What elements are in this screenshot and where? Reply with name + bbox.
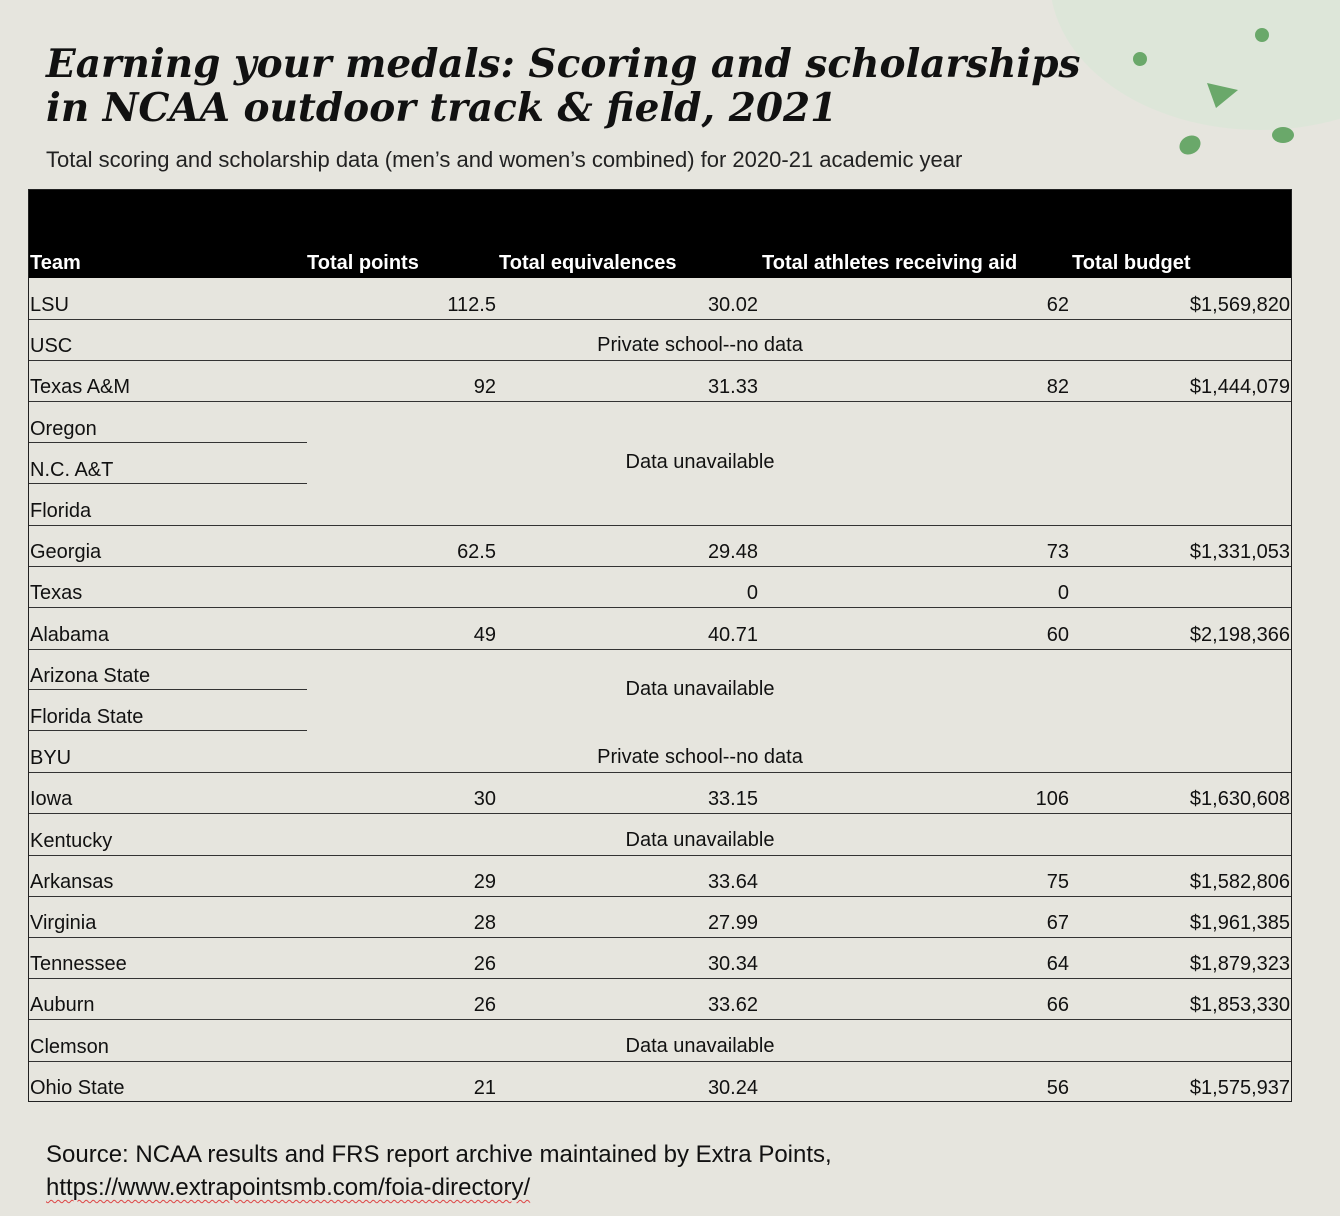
total-equivalences-cell: 33.15: [707, 788, 758, 811]
total-budget-cell: $1,879,323: [1189, 953, 1290, 976]
team-name-cell: Ohio State: [30, 1076, 125, 1099]
table-row: [29, 319, 1291, 361]
team-name-cell: Kentucky: [30, 829, 113, 852]
team-name-cell: USC: [30, 335, 73, 358]
total-equivalences-cell: 31.33: [707, 376, 758, 399]
total-athletes-cell: 0: [1057, 582, 1069, 605]
total-budget-cell: $1,569,820: [1189, 294, 1290, 316]
team-name-cell: Virginia: [30, 912, 97, 934]
table-header: [29, 190, 1291, 278]
data-table: [28, 189, 1292, 1102]
total-equivalences-cell: 33.62: [707, 994, 758, 1017]
total-budget-cell: $1,575,937: [1189, 1076, 1290, 1099]
team-name-cell: Tennessee: [30, 953, 127, 976]
total-budget-cell: $1,582,806: [1189, 870, 1290, 893]
table-row: [29, 855, 1291, 897]
team-name-cell: Alabama: [30, 623, 109, 646]
column-header-athletes: Total athletes receiving aid: [762, 252, 1018, 274]
table-row: [29, 608, 1291, 650]
total-athletes-cell: 82: [1046, 376, 1069, 399]
team-name-cell: LSU: [30, 294, 69, 316]
total-points-cell: 26: [473, 953, 496, 976]
team-name-cell: N.C. A&T: [30, 458, 114, 481]
team-name-cell: Oregon: [30, 417, 97, 440]
total-budget-cell: $1,853,330: [1189, 994, 1290, 1017]
total-equivalences-cell: 29.48: [707, 541, 758, 564]
source-url[interactable]: [46, 1171, 832, 1204]
total-points-cell: 30: [473, 788, 496, 811]
total-athletes-cell: 106: [1035, 788, 1069, 811]
table-row: [29, 731, 1291, 773]
total-athletes-cell: 56: [1046, 1076, 1069, 1099]
decorative-dot-shape: [1133, 52, 1147, 66]
total-budget-cell: $1,444,079: [1189, 376, 1290, 399]
total-athletes-cell: 75: [1046, 870, 1069, 893]
table-row: [29, 484, 1291, 526]
decorative-dot-shape: [1272, 127, 1294, 143]
column-header-equivalences: Total equivalences: [499, 252, 677, 274]
total-athletes-cell: 60: [1046, 623, 1069, 646]
total-budget-cell: $2,198,366: [1189, 623, 1290, 646]
table-row: [29, 566, 1291, 608]
total-equivalences-cell: 33.64: [707, 870, 758, 893]
total-equivalences-cell: 40.71: [707, 623, 758, 646]
total-athletes-cell: 66: [1046, 994, 1069, 1017]
no-data-note: Data unavailable: [625, 828, 775, 851]
total-equivalences-cell: 30.24: [707, 1076, 758, 1099]
total-points-cell: 21: [473, 1076, 496, 1099]
table-row: [29, 278, 1291, 320]
column-header-team: Team: [30, 252, 81, 274]
table-row: [29, 525, 1291, 567]
total-points-cell: 49: [473, 623, 496, 646]
column-header-points: Total points: [307, 252, 419, 274]
table-row: [29, 1020, 1291, 1062]
table-row: [29, 360, 1291, 402]
team-name-cell: Auburn: [30, 994, 95, 1017]
total-budget-cell: $1,961,385: [1189, 912, 1290, 934]
chart-title: Earning your medals: Scoring and scholarships in NCAA outdoor track & field, 2021: [46, 41, 1081, 131]
team-name-cell: Arizona State: [30, 664, 151, 687]
total-points-cell: 26: [473, 994, 496, 1017]
no-data-note: Private school--no data: [597, 334, 803, 357]
team-name-cell: Clemson: [30, 1035, 109, 1058]
no-data-note: Private school--no data: [597, 746, 803, 769]
table-row: [29, 937, 1291, 979]
team-name-cell: Texas: [30, 582, 83, 605]
team-name-cell: Florida: [30, 500, 92, 522]
total-budget-cell: $1,630,608: [1189, 788, 1290, 811]
table-row: [29, 772, 1291, 814]
table-row: [29, 978, 1291, 1020]
team-name-cell: BYU: [30, 747, 72, 770]
no-data-note: Data unavailable: [625, 1034, 775, 1057]
total-points-cell: 28: [473, 912, 496, 934]
column-header-budget: Total budget: [1072, 252, 1191, 274]
total-points-cell: 112.5: [447, 294, 496, 316]
total-athletes-cell: 73: [1046, 541, 1069, 564]
source-url-text[interactable]: https://www.extrapointsmb.com/foia-directory/: [46, 1174, 531, 1201]
total-athletes-cell: 62: [1046, 294, 1069, 316]
total-equivalences-cell: 30.34: [707, 953, 758, 976]
team-name-cell: Iowa: [30, 788, 73, 811]
source-note: [46, 1138, 832, 1204]
data-unavailable-note: Data unavailable: [625, 678, 775, 700]
team-name-cell: Texas A&M: [30, 376, 131, 399]
decorative-dot-shape: [1255, 28, 1269, 42]
total-equivalences-cell: 0: [746, 582, 758, 605]
data-unavailable-note: Data unavailable: [625, 451, 775, 474]
total-points-cell: 92: [473, 376, 496, 399]
table-row: [29, 896, 1291, 938]
table-row: [29, 402, 1291, 443]
source-text: Source: NCAA results and FRS report archive maintained by Extra Points,: [46, 1141, 832, 1168]
decorative-dot-shape: [1176, 132, 1204, 159]
team-name-cell: Arkansas: [30, 870, 114, 893]
chart-subtitle: Total scoring and scholarship data (men’s and women’s combined) for 2020-21 academic year: [46, 147, 963, 172]
team-name-cell: Georgia: [30, 541, 102, 564]
total-budget-cell: $1,331,053: [1189, 541, 1290, 564]
total-equivalences-cell: 30.02: [707, 294, 758, 316]
total-points-cell: 62.5: [457, 541, 496, 564]
total-points-cell: 29: [473, 870, 496, 893]
total-equivalences-cell: 27.99: [707, 912, 758, 934]
total-athletes-cell: 67: [1046, 912, 1069, 934]
team-name-cell: Florida State: [30, 706, 144, 728]
table-row: [29, 814, 1291, 856]
table-row: [29, 1061, 1291, 1102]
total-athletes-cell: 64: [1046, 953, 1069, 976]
